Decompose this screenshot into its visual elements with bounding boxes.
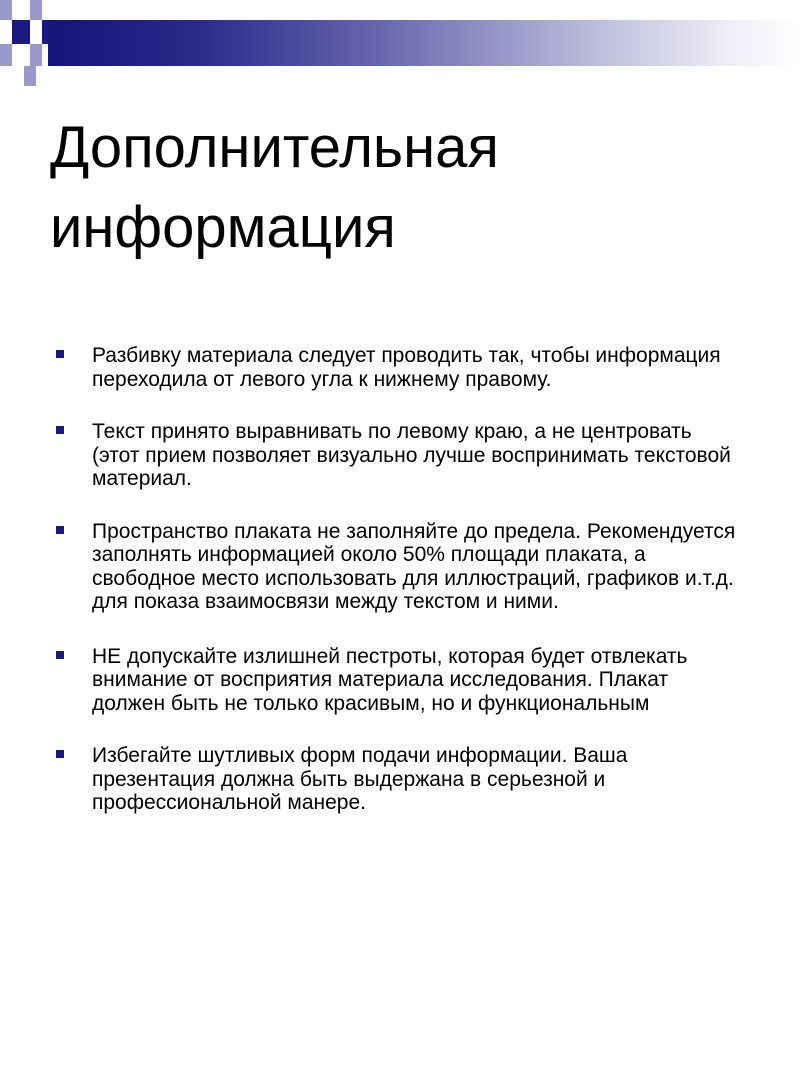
- square-bullet-icon: [56, 750, 64, 758]
- decor-square: [30, 44, 42, 66]
- decor-square: [12, 20, 30, 44]
- list-item: [54, 744, 744, 815]
- decor-square: [0, 0, 12, 20]
- header-gradient-bar: [48, 20, 800, 66]
- bullet-text: Разбивку материала следует проводить так, чтобы информация переходила от левого угла к нижнему правому.: [92, 344, 721, 391]
- list-item: [54, 420, 744, 491]
- list-item: [54, 645, 744, 716]
- list-item: [54, 520, 744, 614]
- square-bullet-icon: [56, 426, 64, 434]
- page-title: [50, 108, 750, 268]
- decor-square: [30, 0, 42, 20]
- bullet-text: Текст принято выравнивать по левому краю, а не центровать (этот прием позволяет визуально лучше воспринимать текстовой материал.: [92, 420, 731, 490]
- decor-square: [24, 66, 36, 86]
- square-bullet-icon: [56, 526, 64, 534]
- title-line-2: информация: [50, 195, 396, 260]
- bullet-list: [54, 344, 744, 815]
- bullet-text: Пространство плаката не заполняйте до предела. Рекомендуется заполнять информацией около 50% площади плаката, а свободное место использовать для иллюстраций, графиков и.т.д. для показа взаимосвязи между текстом и ними.: [92, 519, 736, 613]
- list-item: [54, 344, 744, 391]
- decor-square: [0, 44, 12, 66]
- bullet-text: Избегайте шутливых форм подачи информации. Ваша презентация должна быть выдержана в серьезной и профессиональной манере.: [92, 744, 628, 814]
- title-line-1: Дополнительная: [50, 115, 499, 180]
- square-bullet-icon: [56, 651, 64, 659]
- square-bullet-icon: [56, 350, 64, 358]
- bullet-text: НЕ допускайте излишней пестроты, которая будет отвлекать внимание от восприятия материала исследования. Плакат должен быть не только красивым, но и функциональным: [92, 644, 688, 715]
